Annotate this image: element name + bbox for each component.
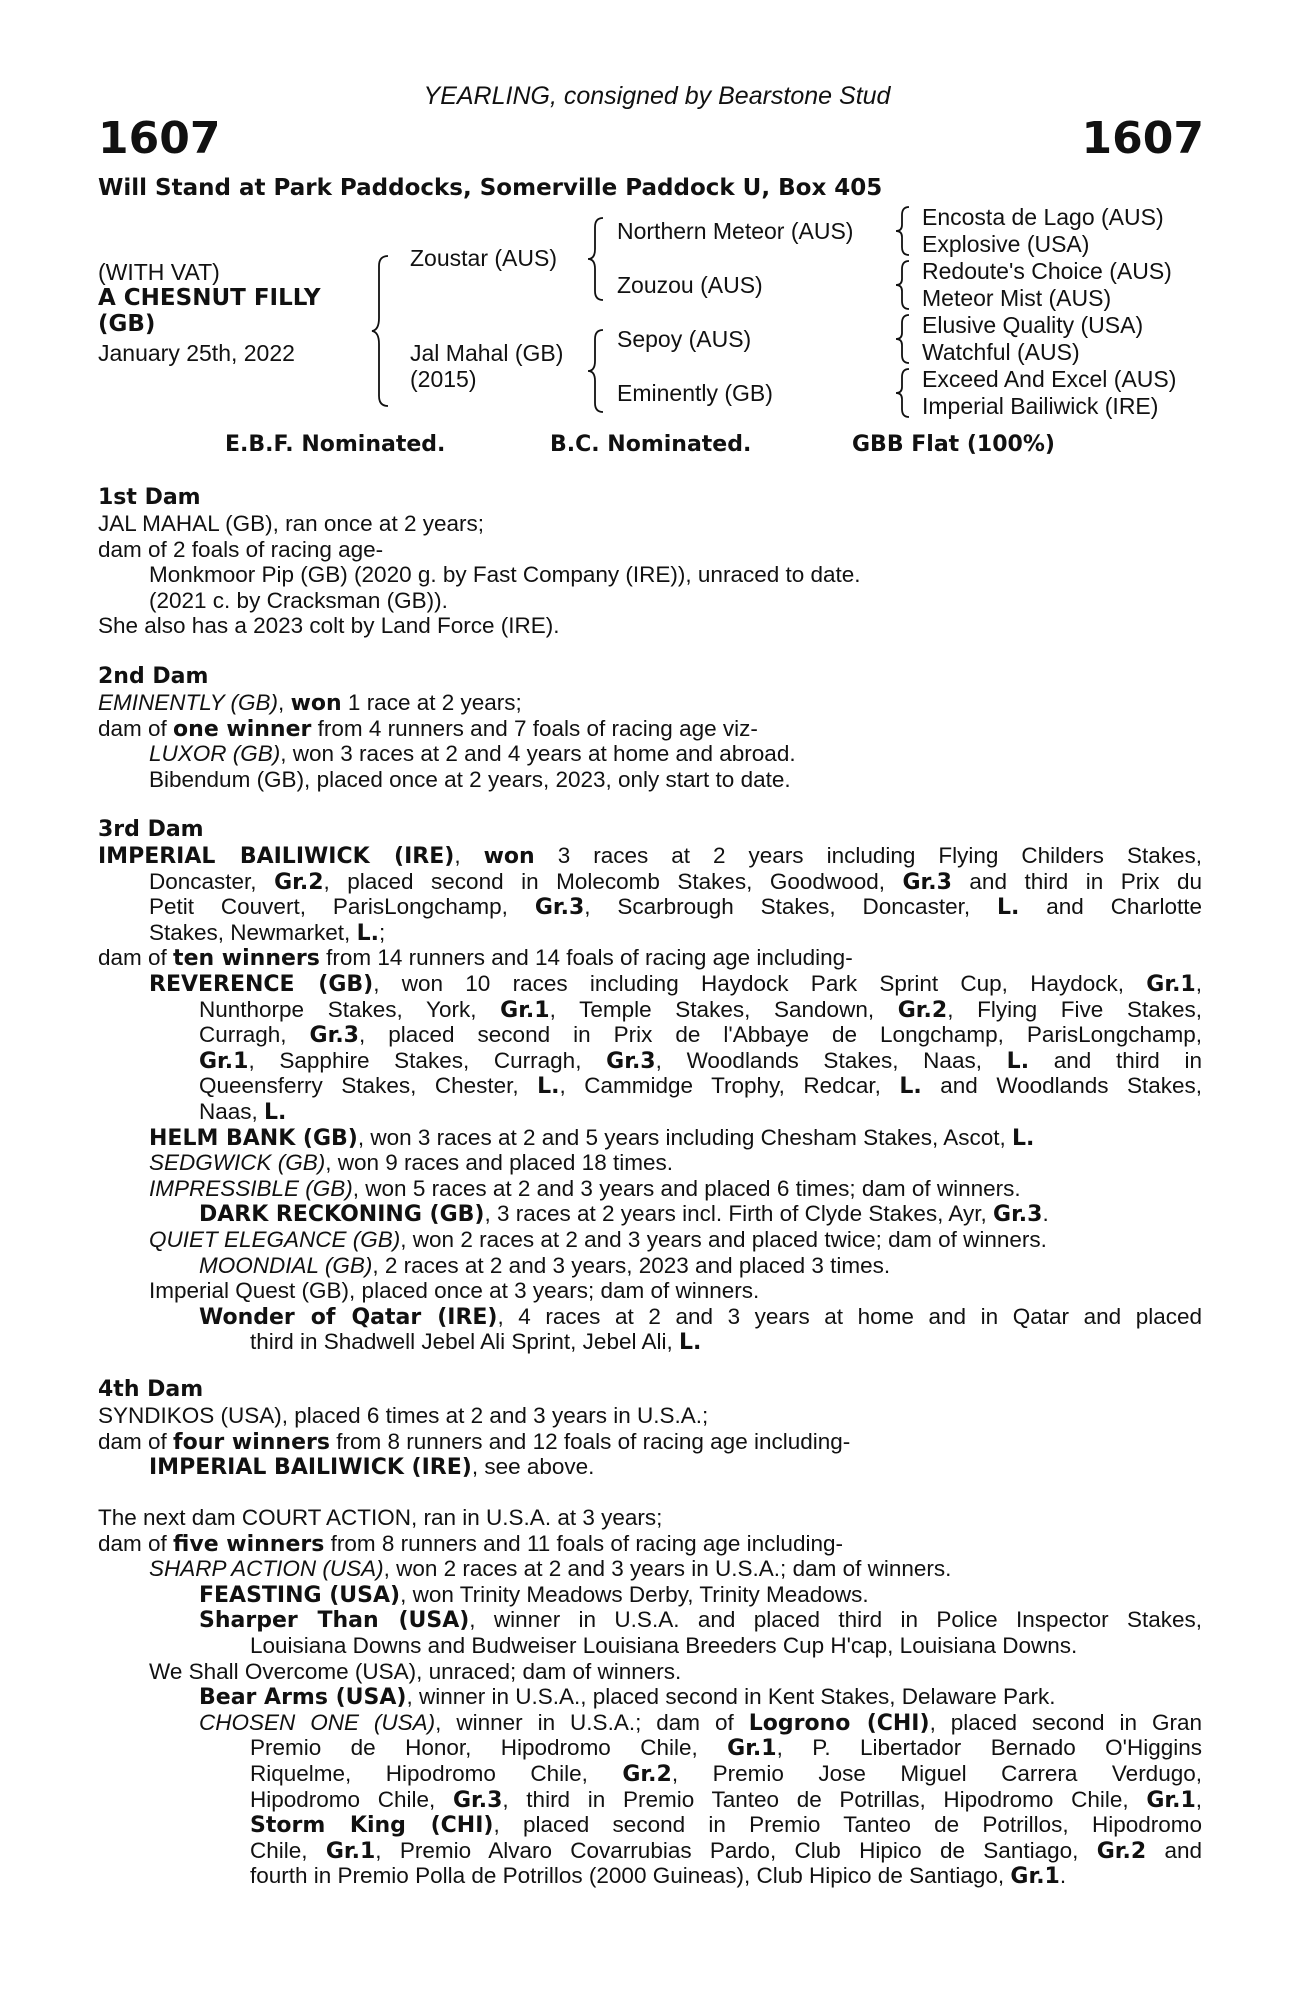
dam-line: Stakes, Newmarket, L.; [149,919,386,946]
dam-line: She also has a 2023 colt by Land Force (IRE). [98,613,560,639]
dam-line: dam of ten winners from 14 runners and 14 foals of racing age including- [98,945,853,972]
g-dsd: Watchful (AUS) [922,339,1080,365]
g-sdd: Meteor Mist (AUS) [922,285,1112,311]
sire-dam: Zouzou (AUS) [617,272,763,298]
section-heading: 1st Dam [98,485,201,510]
vat-note: (WITH VAT) [98,259,220,285]
dam-year: (2015) [410,366,477,392]
produce-line: HELM BANK (GB), won 3 races at 2 and 5 years including Chesham Stakes, Ascot, L. [149,1124,1035,1151]
section-heading: 2nd Dam [98,664,209,689]
section-heading: 3rd Dam [98,817,204,842]
produce-line: Hipodromo Chile, Gr.3, third in Premio Tanteo de Potrillas, Hipodromo Chile, Gr.1, [250,1786,1202,1813]
produce-line: Nunthorpe Stakes, York, Gr.1, Temple Stakes, Sandown, Gr.2, Flying Five Stakes, [199,996,1202,1023]
produce-line: MOONDIAL (GB), 2 races at 2 and 3 years, 2023 and placed 3 times. [199,1252,891,1278]
brace-g4 [893,367,913,419]
produce-line: Bibendum (GB), placed once at 2 years, 2023, only start to date. [149,766,791,792]
dam-line: IMPERIAL BAILIWICK (IRE), won 3 races at 2 years including Flying Childers Stakes, [98,843,1202,869]
produce-line: LUXOR (GB), won 3 races at 2 and 4 years at home and abroad. [149,741,796,767]
produce-line: Monkmoor Pip (GB) (2020 g. by Fast Company (IRE)), unraced to date. [149,562,861,588]
g-ssd: Explosive (USA) [922,231,1090,257]
brace-subject [370,252,392,410]
produce-line: fourth in Premio Polla de Potrillos (2000 Guineas), Club Hipico de Santiago, Gr.1. [250,1863,1067,1890]
dam-line: dam of five winners from 8 runners and 11 foals of racing age including- [98,1530,843,1557]
dam-line: SYNDIKOS (USA), placed 6 times at 2 and 3 years in U.S.A.; [98,1403,709,1428]
dam-line: The next dam COURT ACTION, ran in U.S.A. at 3 years; [98,1505,663,1530]
brace-sire [585,215,607,303]
produce-line: QUIET ELEGANCE (GB), won 2 races at 2 and 3 years and placed twice; dam of winners. [149,1226,1047,1252]
produce-line: third in Shadwell Jebel Ali Sprint, Jebel Ali, L. [250,1329,702,1356]
brace-dam [585,327,607,415]
produce-line: CHOSEN ONE (USA), winner in U.S.A.; dam of Logrono (CHI), placed second in Gran [199,1709,1202,1736]
g-dds: Exceed And Excel (AUS) [922,366,1177,392]
brace-g1 [893,205,913,257]
produce-line: (2021 c. by Cracksman (GB)). [149,587,448,613]
section-heading: 4th Dam [98,1377,204,1402]
g-ddd: Imperial Bailiwick (IRE) [922,393,1159,419]
third-dam-section [98,817,1202,1355]
dam-name: Jal Mahal (GB) [410,340,564,366]
produce-line: Riquelme, Hipodromo Chile, Gr.2, Premio Jose Miguel Carrera Verdugo, [250,1760,1202,1787]
produce-line: Premio de Honor, Hipodromo Chile, Gr.1, P. Libertador Bernado O'Higgins [250,1735,1202,1761]
produce-line: IMPERIAL BAILIWICK (IRE), see above. [149,1454,595,1481]
stand-location: Will Stand at Park Paddocks, Somerville Paddock U, Box 405 [98,175,883,201]
bc-nomination: B.C. Nominated. [550,432,752,457]
dam-line: Petit Couvert, ParisLongchamp, Gr.3, Scarbrough Stakes, Doncaster, L. and Charlotte [149,894,1202,920]
fourth-dam-section [98,1377,1202,1480]
dam-line: Doncaster, Gr.2, placed second in Molecomb Stakes, Goodwood, Gr.3 and third in Prix du [149,868,1202,895]
produce-line: SEDGWICK (GB), won 9 races and placed 18 times. [149,1150,673,1176]
lot-horse-country: (GB) [98,311,156,337]
lot-horse-dob: January 25th, 2022 [98,340,295,366]
produce-line: Naas, L. [199,1098,287,1125]
first-dam-section [98,485,1202,639]
g-dss: Elusive Quality (USA) [922,312,1144,338]
produce-line: Sharper Than (USA), winner in U.S.A. and placed third in Police Inspector Stakes, [199,1607,1202,1633]
dam-line: JAL MAHAL (GB), ran once at 2 years; [98,511,484,536]
produce-line: Bear Arms (USA), winner in U.S.A., placed second in Kent Stakes, Delaware Park. [199,1684,1056,1711]
dam-line: dam of four winners from 8 runners and 12 foals of racing age including- [98,1428,851,1455]
produce-line: FEASTING (USA), won Trinity Meadows Derby, Trinity Meadows. [199,1581,869,1608]
sire-name: Zoustar (AUS) [410,245,557,271]
produce-line: DARK RECKONING (GB), 3 races at 2 years incl. Firth of Clyde Stakes, Ayr, Gr.3. [199,1201,1049,1228]
brace-g2 [893,259,913,311]
produce-line: Wonder of Qatar (IRE), 4 races at 2 and 3 years at home and in Qatar and placed [199,1303,1202,1330]
dam-line: dam of 2 foals of racing age- [98,536,384,562]
second-dam-section [98,664,1202,792]
produce-line: Storm King (CHI), placed second in Premio Tanteo de Potrillos, Hipodromo [250,1812,1202,1838]
dam-dam: Eminently (GB) [617,380,773,406]
produce-line: Curragh, Gr.3, placed second in Prix de l'Abbaye de Longchamp, ParisLongchamp, [199,1022,1202,1048]
consignor-subtitle: YEARLING, consigned by Bearstone Stud [423,82,891,110]
lot-number-right: 1607 [1081,113,1204,164]
sire-sire: Northern Meteor (AUS) [617,218,854,244]
dam-line: dam of one winner from 4 runners and 7 foals of racing age viz- [98,715,758,742]
lot-horse-name: A CHESNUT FILLY [98,285,321,311]
next-dam-section [98,1505,1202,1889]
dam-sire: Sepoy (AUS) [617,326,752,352]
produce-line: Gr.1, Sapphire Stakes, Curragh, Gr.3, Woodlands Stakes, Naas, L. and third in [199,1047,1202,1074]
produce-line: IMPRESSIBLE (GB), won 5 races at 2 and 3 years and placed 6 times; dam of winners. [149,1175,1021,1201]
produce-line: SHARP ACTION (USA), won 2 races at 2 and 3 years in U.S.A.; dam of winners. [149,1556,952,1582]
produce-line: We Shall Overcome (USA), unraced; dam of winners. [149,1658,682,1684]
produce-line: Louisiana Downs and Budweiser Louisiana Breeders Cup H'cap, Louisiana Downs. [250,1632,1078,1658]
produce-line: REVERENCE (GB), won 10 races including Haydock Park Sprint Cup, Haydock, Gr.1, [149,970,1202,997]
produce-line: Imperial Quest (GB), placed once at 3 years; dam of winners. [149,1278,760,1304]
dam-line: EMINENTLY (GB), won 1 race at 2 years; [98,690,522,716]
lot-number-left: 1607 [98,113,221,164]
brace-g3 [893,313,913,365]
produce-line: Chile, Gr.1, Premio Alvaro Covarrubias Pardo, Club Hipico de Santiago, Gr.2 and [250,1837,1202,1864]
produce-line: Queensferry Stakes, Chester, L., Cammidge Trophy, Redcar, L. and Woodlands Stakes, [199,1073,1202,1099]
g-sds: Redoute's Choice (AUS) [922,258,1172,284]
ebf-nomination: E.B.F. Nominated. [225,432,446,457]
g-sss: Encosta de Lago (AUS) [922,204,1164,230]
gbb-nomination: GBB Flat (100%) [852,432,1055,457]
